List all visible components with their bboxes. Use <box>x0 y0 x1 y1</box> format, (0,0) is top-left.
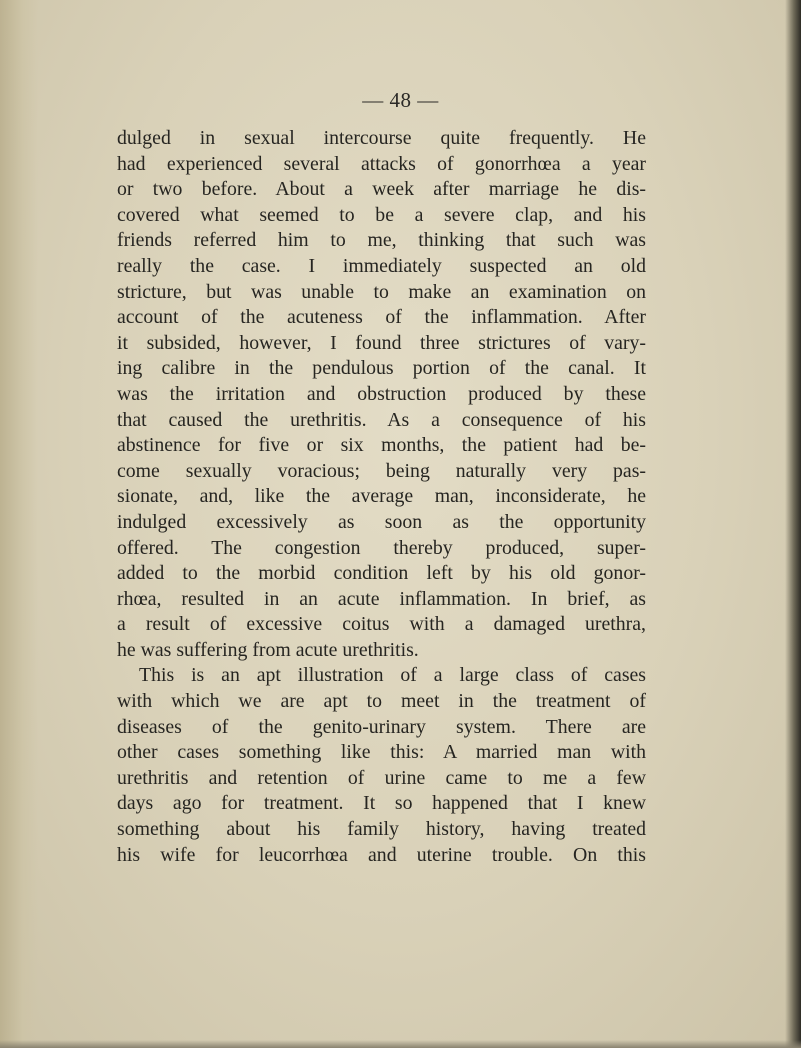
text-line: offered. The congestion thereby produced, super- <box>117 536 646 559</box>
page-number: — 48 — <box>362 88 439 112</box>
text-line: friends referred him to me, thinking that such was <box>117 229 646 252</box>
text-line: really the case. I immediately suspected an old <box>117 254 646 277</box>
text-line: added to the morbid condition left by his old gonor- <box>117 562 646 585</box>
text-line: ing calibre in the pendulous portion of the canal. It <box>117 357 646 380</box>
text-line: other cases something like this: A married man with <box>117 741 646 764</box>
text-line: with which we are apt to meet in the treatment of <box>117 690 646 713</box>
text-line: indulged excessively as soon as the opportunity <box>117 510 646 533</box>
page-bottom-shadow <box>0 1040 801 1048</box>
text-line: dulged in sexual intercourse quite frequently. He <box>117 127 646 149</box>
text-line: it subsided, however, I found three strictures of vary- <box>117 331 646 354</box>
text-line: that caused the urethritis. As a consequence of his <box>117 408 646 431</box>
text-line: he was suffering from acute urethritis. <box>117 638 419 661</box>
page-gutter-shadow <box>0 0 38 1048</box>
body-text <box>117 126 646 868</box>
text-line: a result of excessive coitus with a damaged urethra, <box>117 613 646 636</box>
text-line: or two before. About a week after marriage he dis- <box>117 178 646 201</box>
text-line: This is an apt illustration of a large class of cases <box>139 664 646 687</box>
page-edge-shadow <box>785 0 801 1048</box>
text-line: urethritis and retention of urine came to me a few <box>117 766 646 789</box>
text-line: abstinence for five or six months, the patient had be- <box>117 434 646 457</box>
text-line: sionate, and, like the average man, inconsiderate, he <box>117 485 646 508</box>
text-line: had experienced several attacks of gonorrhœa a year <box>117 152 646 175</box>
text-line: covered what seemed to be a severe clap, and his <box>117 203 646 226</box>
text-line: days ago for treatment. It so happened that I knew <box>117 792 646 815</box>
text-line: diseases of the genito-urinary system. There are <box>117 715 646 738</box>
text-line: his wife for leucorrhœa and uterine trouble. On this <box>117 843 646 866</box>
text-line: something about his family history, having treated <box>117 818 646 841</box>
text-line: was the irritation and obstruction produced by these <box>117 382 646 405</box>
text-line: come sexually voracious; being naturally very pas- <box>117 459 646 482</box>
text-line: account of the acuteness of the inflammation. After <box>117 306 646 329</box>
text-line: rhœa, resulted in an acute inflammation. In brief, as <box>117 587 646 610</box>
text-line: stricture, but was unable to make an examination on <box>117 280 646 303</box>
